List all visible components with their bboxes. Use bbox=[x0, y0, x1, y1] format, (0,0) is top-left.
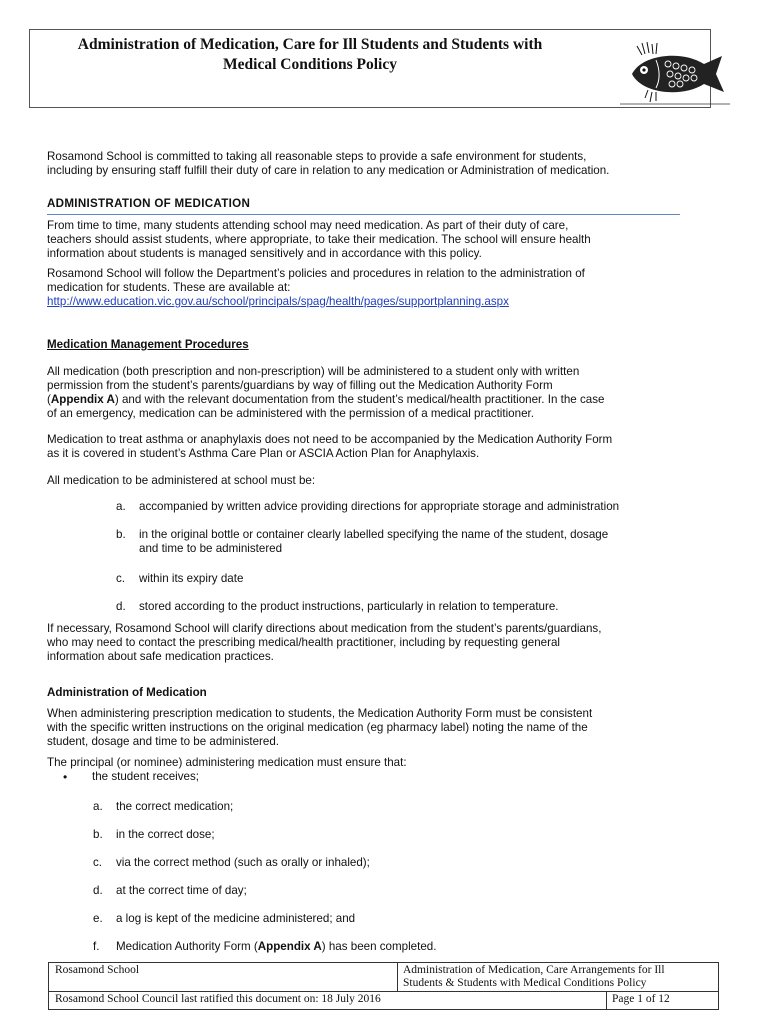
text-line: teachers should assist students, where appropriate, to take their medication. The school will ensure health bbox=[47, 233, 591, 246]
text-line: permission from the student’s parents/guardians by way of filling out the Medication Authority Form bbox=[47, 379, 553, 392]
list-item: at the correct time of day; bbox=[116, 884, 247, 897]
admin-paragraph-2 bbox=[47, 267, 679, 309]
administration-paragraph-1 bbox=[47, 707, 679, 749]
intro-paragraph bbox=[47, 150, 679, 178]
text-line: as it is covered in student’s Asthma Care Plan or ASCIA Action Plan for Anaphylaxis. bbox=[47, 447, 480, 460]
footer-ratified: Rosamond School Council last ratified this document on: 18 July 2016 bbox=[55, 993, 381, 1005]
text-line: Students & Students with Medical Conditions Policy bbox=[403, 977, 647, 989]
intro-line: Rosamond School is committed to taking all reasonable steps to provide a safe environment for students, bbox=[47, 150, 587, 163]
text-line: student, dosage and time to be administered. bbox=[47, 735, 280, 748]
list-item bbox=[116, 940, 436, 954]
admin-paragraph-1 bbox=[47, 219, 679, 261]
text-line: medication for students. These are available at: bbox=[47, 281, 291, 294]
text-line: and time to be administered bbox=[139, 542, 283, 555]
administration-heading: Administration of Medication bbox=[47, 686, 207, 699]
list-letter: f. bbox=[93, 940, 100, 953]
bullet-icon: • bbox=[63, 770, 68, 784]
list-item: accompanied by written advice providing directions for appropriate storage and administration bbox=[139, 500, 620, 513]
text-line bbox=[47, 393, 679, 407]
procedures-paragraph-1 bbox=[47, 365, 679, 421]
title-line-1: Administration of Medication, Care for Ill Students and Students with bbox=[77, 36, 543, 53]
list-letter: a. bbox=[93, 800, 103, 813]
page-title bbox=[30, 35, 590, 75]
footer-divider bbox=[49, 991, 718, 992]
text-line: All medication (both prescription and non-prescription) will be administered to a student only with written bbox=[47, 365, 580, 378]
list-letter: d. bbox=[116, 600, 126, 613]
section-heading-administration: ADMINISTRATION OF MEDICATION bbox=[47, 197, 251, 210]
text-line: who may need to contact the prescribing medical/health practitioner, including by requesting general bbox=[47, 636, 561, 649]
list-item bbox=[139, 528, 689, 556]
list-item: in the correct dose; bbox=[116, 828, 215, 841]
text-line: Medication to treat asthma or anaphylaxis does not need to be accompanied by the Medication Authority Form bbox=[47, 433, 613, 446]
list-letter: b. bbox=[116, 528, 126, 541]
procedures-paragraph-4 bbox=[47, 622, 679, 664]
text-span: ) and with the relevant documentation from the student’s medical/health practitioner. In the case bbox=[114, 393, 605, 406]
text-line: in the original bottle or container clearly labelled specifying the name of the student, dosage bbox=[139, 528, 609, 541]
appendix-a-ref: Appendix A bbox=[50, 393, 115, 406]
list-letter: c. bbox=[116, 572, 126, 585]
footer-divider bbox=[606, 991, 607, 1010]
list-item: stored according to the product instructions, particularly in relation to temperature. bbox=[139, 600, 559, 613]
text-line: with the specific written instructions on the original medication (eg pharmacy label) noting the name of the bbox=[47, 721, 588, 734]
list-item: a log is kept of the medicine administered; and bbox=[116, 912, 356, 925]
procedures-heading: Medication Management Procedures bbox=[47, 338, 249, 351]
list-letter: e. bbox=[93, 912, 103, 925]
intro-line: including by ensuring staff fulfill their duty of care in relation to any medication or Administration of medication. bbox=[47, 164, 610, 177]
procedures-paragraph-2 bbox=[47, 433, 679, 461]
text-line: of an emergency, medication can be administered with the permission of a medical practitioner. bbox=[47, 407, 534, 420]
footer-document-title bbox=[403, 964, 715, 990]
footer-school-name: Rosamond School bbox=[55, 964, 140, 976]
list-letter: b. bbox=[93, 828, 103, 841]
list-letter: a. bbox=[116, 500, 126, 513]
procedures-paragraph-3: All medication to be administered at school must be: bbox=[47, 474, 316, 487]
appendix-a-ref: Appendix A bbox=[257, 940, 322, 953]
footer-page-number: Page 1 of 12 bbox=[612, 993, 670, 1005]
heading-rule bbox=[47, 214, 680, 215]
administration-paragraph-2: The principal (or nominee) administering medication must ensure that: bbox=[47, 756, 407, 769]
text-line: information about safe medication practices. bbox=[47, 650, 274, 663]
list-item: the correct medication; bbox=[116, 800, 234, 813]
list-letter: c. bbox=[93, 856, 103, 869]
department-policy-link[interactable]: http://www.education.vic.gov.au/school/principals/spag/health/pages/supportplanning.aspx bbox=[47, 295, 509, 308]
text-line: information about students is managed sensitively and in accordance with this policy. bbox=[47, 247, 482, 260]
text-line: When administering prescription medication to students, the Medication Authority Form must be consistent bbox=[47, 707, 593, 720]
list-letter: d. bbox=[93, 884, 103, 897]
text-line: From time to time, many students attending school may need medication. As part of their duty of care, bbox=[47, 219, 569, 232]
text-span: Medication Authority Form ( bbox=[116, 940, 258, 953]
text-line: Administration of Medication, Care Arrangements for Ill bbox=[403, 964, 665, 976]
footer-table bbox=[48, 962, 719, 1010]
fish-icon bbox=[612, 40, 732, 106]
header-box bbox=[29, 29, 711, 108]
text-span: ) has been completed. bbox=[321, 940, 437, 953]
list-item: within its expiry date bbox=[139, 572, 244, 585]
title-line-2: Medical Conditions Policy bbox=[223, 56, 397, 73]
list-item: via the correct method (such as orally or inhaled); bbox=[116, 856, 370, 869]
bullet-text: the student receives; bbox=[92, 770, 199, 783]
footer-divider bbox=[397, 963, 398, 991]
text-line: If necessary, Rosamond School will clarify directions about medication from the student’s parents/guardians, bbox=[47, 622, 602, 635]
text-span: ( bbox=[47, 393, 51, 406]
text-line: Rosamond School will follow the Department’s policies and procedures in relation to the administration of bbox=[47, 267, 585, 280]
